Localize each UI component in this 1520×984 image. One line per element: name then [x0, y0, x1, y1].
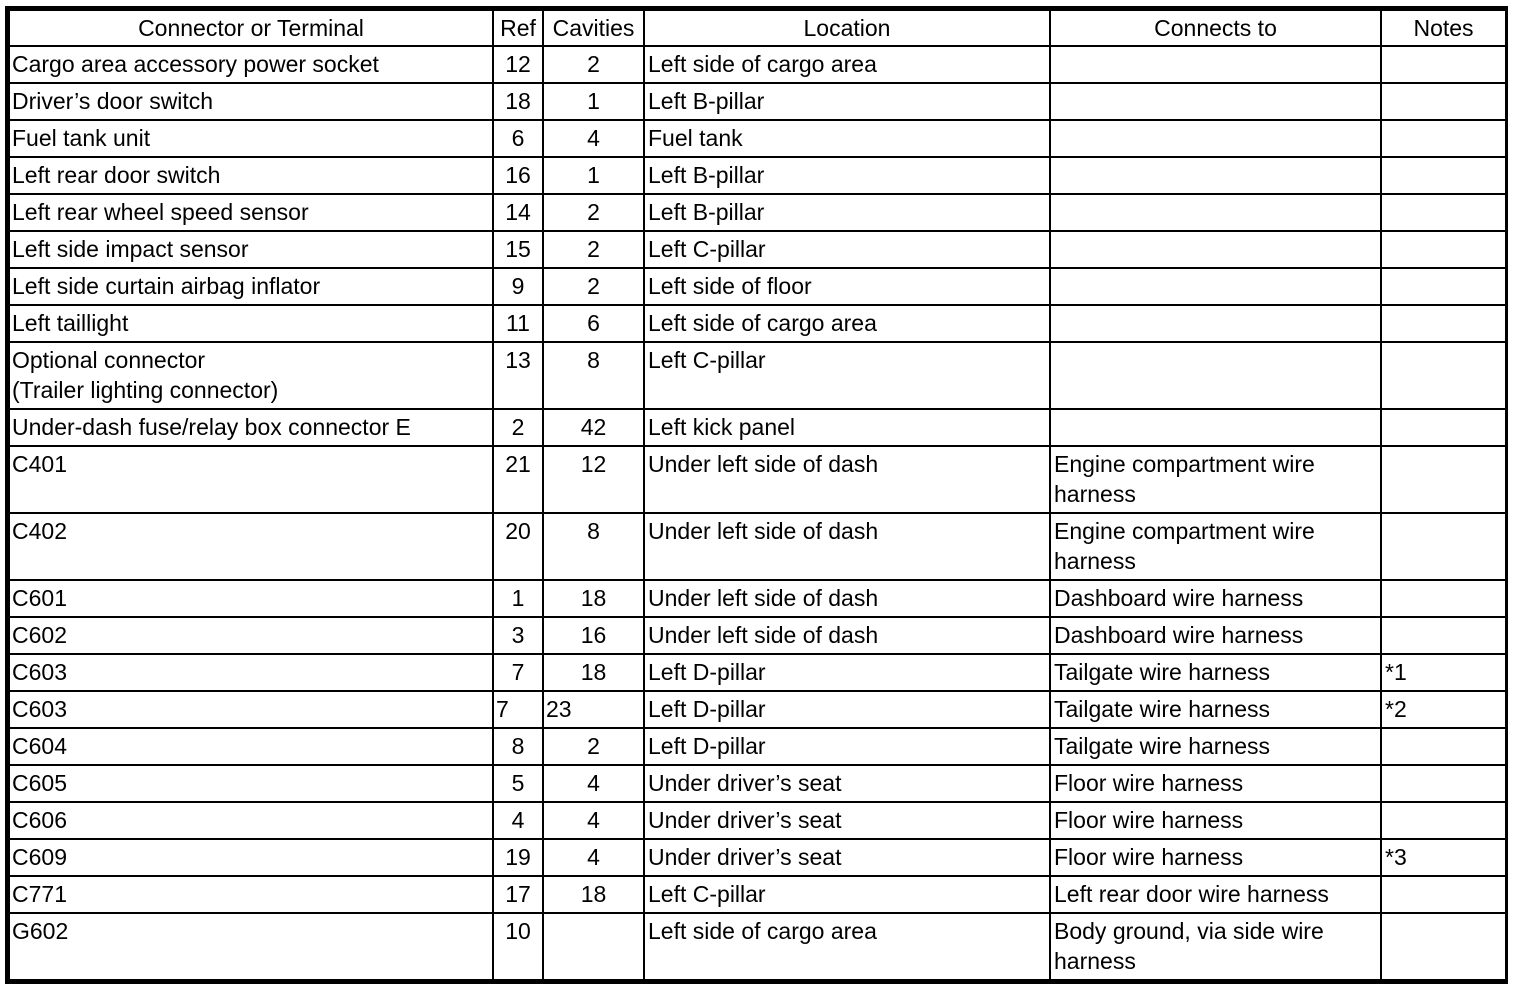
cell-location [644, 268, 1050, 305]
cell-location-text: Left side of floor [648, 273, 812, 299]
table-row [9, 691, 1506, 728]
cell-connects-to [1050, 728, 1381, 765]
table-row [9, 231, 1506, 268]
table-body [9, 46, 1506, 980]
cell-location [644, 83, 1050, 120]
cell-notes [1381, 839, 1506, 876]
cell-location [644, 839, 1050, 876]
cell-connects-to [1050, 157, 1381, 194]
cell-ref [493, 231, 543, 268]
cell-connector-text: Left rear wheel speed sensor [12, 199, 309, 225]
cell-connector [9, 580, 493, 617]
cell-notes [1381, 802, 1506, 839]
table-row [9, 580, 1506, 617]
cell-notes [1381, 876, 1506, 913]
cell-connector [9, 446, 493, 513]
table-row [9, 446, 1506, 513]
cell-connects-to-text: Tailgate wire harness [1054, 696, 1271, 722]
cell-connects-to [1050, 580, 1381, 617]
cell-ref-text: 5 [511, 770, 525, 796]
cell-connector-text: Fuel tank unit [12, 125, 151, 151]
cell-notes [1381, 446, 1506, 513]
cell-connects-to [1050, 120, 1381, 157]
cell-connects-to [1050, 409, 1381, 446]
cell-ref-text: 2 [511, 414, 525, 440]
cell-location [644, 913, 1050, 980]
table-row [9, 913, 1506, 980]
cell-location-text: Left kick panel [648, 414, 796, 440]
cell-ref [493, 305, 543, 342]
cell-notes-text: *3 [1385, 844, 1407, 870]
table-row [9, 409, 1506, 446]
cell-cavities-text: 2 [587, 199, 600, 225]
cell-connects-to [1050, 839, 1381, 876]
cell-location [644, 728, 1050, 765]
cell-ref-text: 7 [496, 696, 509, 722]
cell-notes [1381, 409, 1506, 446]
header-ref: Ref [493, 10, 543, 46]
cell-connects-to-text: harness [1054, 948, 1136, 974]
cell-connector [9, 342, 493, 409]
cell-cavities-text: 4 [587, 770, 600, 796]
cell-cavities-text: 8 [587, 518, 600, 544]
cell-connects-to [1050, 802, 1381, 839]
cell-connects-to-text: harness [1054, 548, 1136, 574]
cell-cavities-text: 2 [587, 273, 600, 299]
cell-connector [9, 409, 493, 446]
cell-cavities [543, 342, 644, 409]
cell-notes [1381, 342, 1506, 409]
cell-ref-text: 3 [511, 622, 525, 648]
cell-connects-to-text: Floor wire harness [1054, 770, 1244, 796]
cell-location [644, 691, 1050, 728]
cell-cavities [543, 409, 644, 446]
cell-ref [493, 342, 543, 409]
cell-connector-text: G602 [12, 918, 69, 944]
cell-cavities-text: 1 [587, 162, 600, 188]
cell-cavities [543, 83, 644, 120]
cell-location-text: Left D-pillar [648, 659, 766, 685]
cell-ref [493, 120, 543, 157]
cell-location [644, 765, 1050, 802]
cell-location-text: Left C-pillar [648, 881, 766, 907]
cell-connector [9, 876, 493, 913]
cell-ref-text: 4 [511, 807, 525, 833]
cell-connector-text: Under-dash fuse/relay box connector E [12, 414, 411, 440]
table-row [9, 194, 1506, 231]
cell-connects-to [1050, 342, 1381, 409]
cell-notes [1381, 83, 1506, 120]
cell-cavities [543, 654, 644, 691]
cell-cavities [543, 305, 644, 342]
cell-location [644, 876, 1050, 913]
cell-connector [9, 765, 493, 802]
table-row [9, 305, 1506, 342]
cell-connects-to [1050, 446, 1381, 513]
cell-ref [493, 268, 543, 305]
cell-connector [9, 654, 493, 691]
cell-ref-text: 18 [505, 88, 531, 114]
cell-connector-text: C609 [12, 844, 67, 870]
cell-ref [493, 876, 543, 913]
cell-connector-text: Left rear door switch [12, 162, 221, 188]
cell-ref [493, 617, 543, 654]
cell-location-text: Under driver’s seat [648, 844, 842, 870]
cell-cavities-text: 18 [580, 659, 607, 685]
cell-connector-text: C402 [12, 518, 67, 544]
cell-cavities-text: 2 [587, 236, 600, 262]
cell-location-text: Fuel tank [648, 125, 743, 151]
cell-ref [493, 580, 543, 617]
cell-location [644, 231, 1050, 268]
cell-connects-to-text: Tailgate wire harness [1054, 659, 1271, 685]
cell-cavities-text: 6 [587, 310, 600, 336]
cell-cavities [543, 194, 644, 231]
table-row [9, 46, 1506, 83]
cell-cavities [543, 46, 644, 83]
cell-connector-text: Left side curtain airbag inflator [12, 273, 321, 299]
cell-connects-to-text: Body ground, via side wire [1054, 918, 1324, 944]
cell-location [644, 305, 1050, 342]
cell-cavities [543, 876, 644, 913]
table-row [9, 839, 1506, 876]
cell-connector [9, 913, 493, 980]
cell-notes [1381, 691, 1506, 728]
cell-connects-to [1050, 691, 1381, 728]
cell-cavities-text: 4 [587, 125, 600, 151]
cell-cavities-text: 18 [580, 881, 607, 907]
cell-cavities [543, 268, 644, 305]
cell-connects-to-text: Engine compartment wire [1054, 518, 1315, 544]
cell-ref-text: 15 [505, 236, 531, 262]
cell-cavities-text: 42 [580, 414, 607, 440]
cell-ref-text: 10 [505, 918, 531, 944]
cell-connects-to [1050, 617, 1381, 654]
cell-cavities [543, 446, 644, 513]
table-row [9, 268, 1506, 305]
cell-location-text: Left D-pillar [648, 696, 766, 722]
cell-location-text: Under left side of dash [648, 518, 879, 544]
cell-cavities-text: 1 [587, 88, 600, 114]
cell-location-text: Under left side of dash [648, 451, 879, 477]
cell-cavities [543, 120, 644, 157]
cell-connector [9, 231, 493, 268]
cell-connector [9, 120, 493, 157]
cell-ref [493, 446, 543, 513]
cell-ref-text: 1 [511, 585, 525, 611]
cell-connects-to [1050, 83, 1381, 120]
cell-connector-text: C603 [12, 659, 67, 685]
cell-cavities-text: 12 [580, 451, 607, 477]
cell-connects-to [1050, 268, 1381, 305]
cell-notes [1381, 617, 1506, 654]
cell-ref-text: 14 [505, 199, 531, 225]
cell-connector-text: (Trailer lighting connector) [12, 377, 279, 403]
cell-location [644, 157, 1050, 194]
cell-connects-to [1050, 231, 1381, 268]
cell-connector [9, 46, 493, 83]
cell-location-text: Under driver’s seat [648, 770, 842, 796]
cell-cavities-text: 18 [580, 585, 607, 611]
cell-cavities-text: 2 [587, 733, 600, 759]
cell-cavities-text: 2 [587, 51, 600, 77]
cell-connector-text: C601 [12, 585, 67, 611]
cell-notes-text: *2 [1385, 696, 1407, 722]
cell-location [644, 446, 1050, 513]
cell-notes [1381, 913, 1506, 980]
cell-location-text: Left C-pillar [648, 236, 766, 262]
cell-location [644, 617, 1050, 654]
cell-connects-to [1050, 194, 1381, 231]
cell-location-text: Under left side of dash [648, 585, 879, 611]
header-connects-to: Connects to [1050, 10, 1381, 46]
cell-ref [493, 409, 543, 446]
cell-ref-text: 17 [505, 881, 531, 907]
cell-location-text: Left side of cargo area [648, 918, 877, 944]
cell-connects-to-text: Tailgate wire harness [1054, 733, 1271, 759]
table-row [9, 654, 1506, 691]
cell-connector-text: Driver’s door switch [12, 88, 214, 114]
cell-connects-to-text: Floor wire harness [1054, 844, 1244, 870]
cell-connector-text: C603 [12, 696, 67, 722]
cell-cavities [543, 231, 644, 268]
cell-connector [9, 83, 493, 120]
connector-table-sheet [5, 6, 1508, 984]
cell-location-text: Left B-pillar [648, 88, 765, 114]
cell-connects-to [1050, 913, 1381, 980]
cell-cavities [543, 765, 644, 802]
cell-cavities [543, 913, 644, 980]
cell-cavities [543, 691, 644, 728]
cell-location [644, 194, 1050, 231]
table-row [9, 120, 1506, 157]
cell-notes [1381, 157, 1506, 194]
cell-ref [493, 802, 543, 839]
table-row [9, 728, 1506, 765]
header-connector: Connector or Terminal [9, 10, 493, 46]
cell-notes [1381, 268, 1506, 305]
cell-connector [9, 305, 493, 342]
cell-connector [9, 513, 493, 580]
cell-connector [9, 617, 493, 654]
cell-ref [493, 839, 543, 876]
cell-connects-to-text: harness [1054, 481, 1136, 507]
cell-location [644, 580, 1050, 617]
cell-connector-text: Optional connector [12, 347, 206, 373]
header-notes: Notes [1381, 10, 1506, 46]
cell-connects-to [1050, 513, 1381, 580]
cell-cavities [543, 839, 644, 876]
connector-table [8, 9, 1507, 981]
table-row [9, 765, 1506, 802]
cell-ref [493, 513, 543, 580]
cell-cavities [543, 802, 644, 839]
cell-connector-text: Cargo area accessory power socket [12, 51, 379, 77]
cell-connector-text: C401 [12, 451, 67, 477]
cell-ref [493, 157, 543, 194]
cell-ref-text: 12 [505, 51, 531, 77]
table-row [9, 83, 1506, 120]
cell-connector [9, 802, 493, 839]
cell-ref [493, 83, 543, 120]
cell-notes [1381, 513, 1506, 580]
table-row [9, 513, 1506, 580]
cell-ref [493, 765, 543, 802]
cell-connects-to-text: Engine compartment wire [1054, 451, 1315, 477]
table-row [9, 342, 1506, 409]
cell-location [644, 120, 1050, 157]
cell-notes [1381, 194, 1506, 231]
header-location: Location [644, 10, 1050, 46]
cell-connects-to [1050, 765, 1381, 802]
cell-ref-text: 19 [505, 844, 531, 870]
cell-notes [1381, 46, 1506, 83]
cell-location [644, 802, 1050, 839]
cell-ref-text: 9 [511, 273, 525, 299]
cell-connector-text: C604 [12, 733, 67, 759]
cell-connector [9, 157, 493, 194]
cell-connector [9, 268, 493, 305]
cell-location-text: Left B-pillar [648, 199, 765, 225]
cell-ref [493, 654, 543, 691]
cell-ref-text: 13 [505, 347, 531, 373]
table-row [9, 617, 1506, 654]
table-row [9, 876, 1506, 913]
cell-notes [1381, 305, 1506, 342]
cell-connects-to-text: Left rear door wire harness [1054, 881, 1329, 907]
cell-connector-text: Left taillight [12, 310, 129, 336]
cell-connector-text: C602 [12, 622, 67, 648]
cell-cavities-text: 16 [580, 622, 607, 648]
cell-cavities-text: 4 [587, 807, 600, 833]
table-header-row [9, 10, 1506, 46]
cell-location-text: Left side of cargo area [648, 51, 877, 77]
cell-location-text: Left D-pillar [648, 733, 766, 759]
cell-location-text: Left C-pillar [648, 347, 766, 373]
cell-cavities-text: 23 [546, 696, 572, 722]
cell-ref [493, 691, 543, 728]
cell-location [644, 46, 1050, 83]
cell-ref-text: 20 [505, 518, 531, 544]
cell-notes [1381, 231, 1506, 268]
cell-connects-to [1050, 46, 1381, 83]
cell-connector-text: C606 [12, 807, 67, 833]
cell-ref-text: 7 [511, 659, 525, 685]
cell-connector-text: Left side impact sensor [12, 236, 249, 262]
cell-cavities [543, 728, 644, 765]
cell-ref-text: 21 [505, 451, 531, 477]
cell-cavities-text: 4 [587, 844, 600, 870]
cell-connector [9, 728, 493, 765]
header-cavities: Cavities [543, 10, 644, 46]
cell-connects-to [1050, 876, 1381, 913]
cell-cavities [543, 617, 644, 654]
cell-notes [1381, 580, 1506, 617]
cell-location [644, 342, 1050, 409]
table-row [9, 157, 1506, 194]
cell-ref-text: 11 [506, 310, 530, 336]
cell-location-text: Left B-pillar [648, 162, 765, 188]
cell-connects-to-text: Dashboard wire harness [1054, 622, 1304, 648]
cell-location [644, 513, 1050, 580]
cell-ref [493, 46, 543, 83]
cell-notes [1381, 654, 1506, 691]
cell-ref [493, 913, 543, 980]
cell-connector [9, 194, 493, 231]
cell-connector [9, 691, 493, 728]
cell-connector-text: C771 [12, 881, 67, 907]
cell-connector-text: C605 [12, 770, 67, 796]
cell-notes [1381, 120, 1506, 157]
cell-connects-to [1050, 654, 1381, 691]
cell-location-text: Left side of cargo area [648, 310, 877, 336]
cell-location [644, 654, 1050, 691]
cell-connector [9, 839, 493, 876]
cell-ref [493, 194, 543, 231]
cell-ref-text: 8 [511, 733, 525, 759]
cell-notes-text: *1 [1385, 659, 1407, 685]
cell-connects-to-text: Dashboard wire harness [1054, 585, 1304, 611]
cell-notes [1381, 728, 1506, 765]
cell-ref-text: 16 [505, 162, 531, 188]
table-row [9, 802, 1506, 839]
cell-cavities [543, 157, 644, 194]
cell-location [644, 409, 1050, 446]
cell-location-text: Under left side of dash [648, 622, 879, 648]
cell-location-text: Under driver’s seat [648, 807, 842, 833]
cell-cavities [543, 580, 644, 617]
cell-ref-text: 6 [511, 125, 525, 151]
cell-connects-to [1050, 305, 1381, 342]
cell-ref [493, 728, 543, 765]
cell-connects-to-text: Floor wire harness [1054, 807, 1244, 833]
cell-cavities-text: 8 [587, 347, 600, 373]
cell-notes [1381, 765, 1506, 802]
cell-cavities [543, 513, 644, 580]
